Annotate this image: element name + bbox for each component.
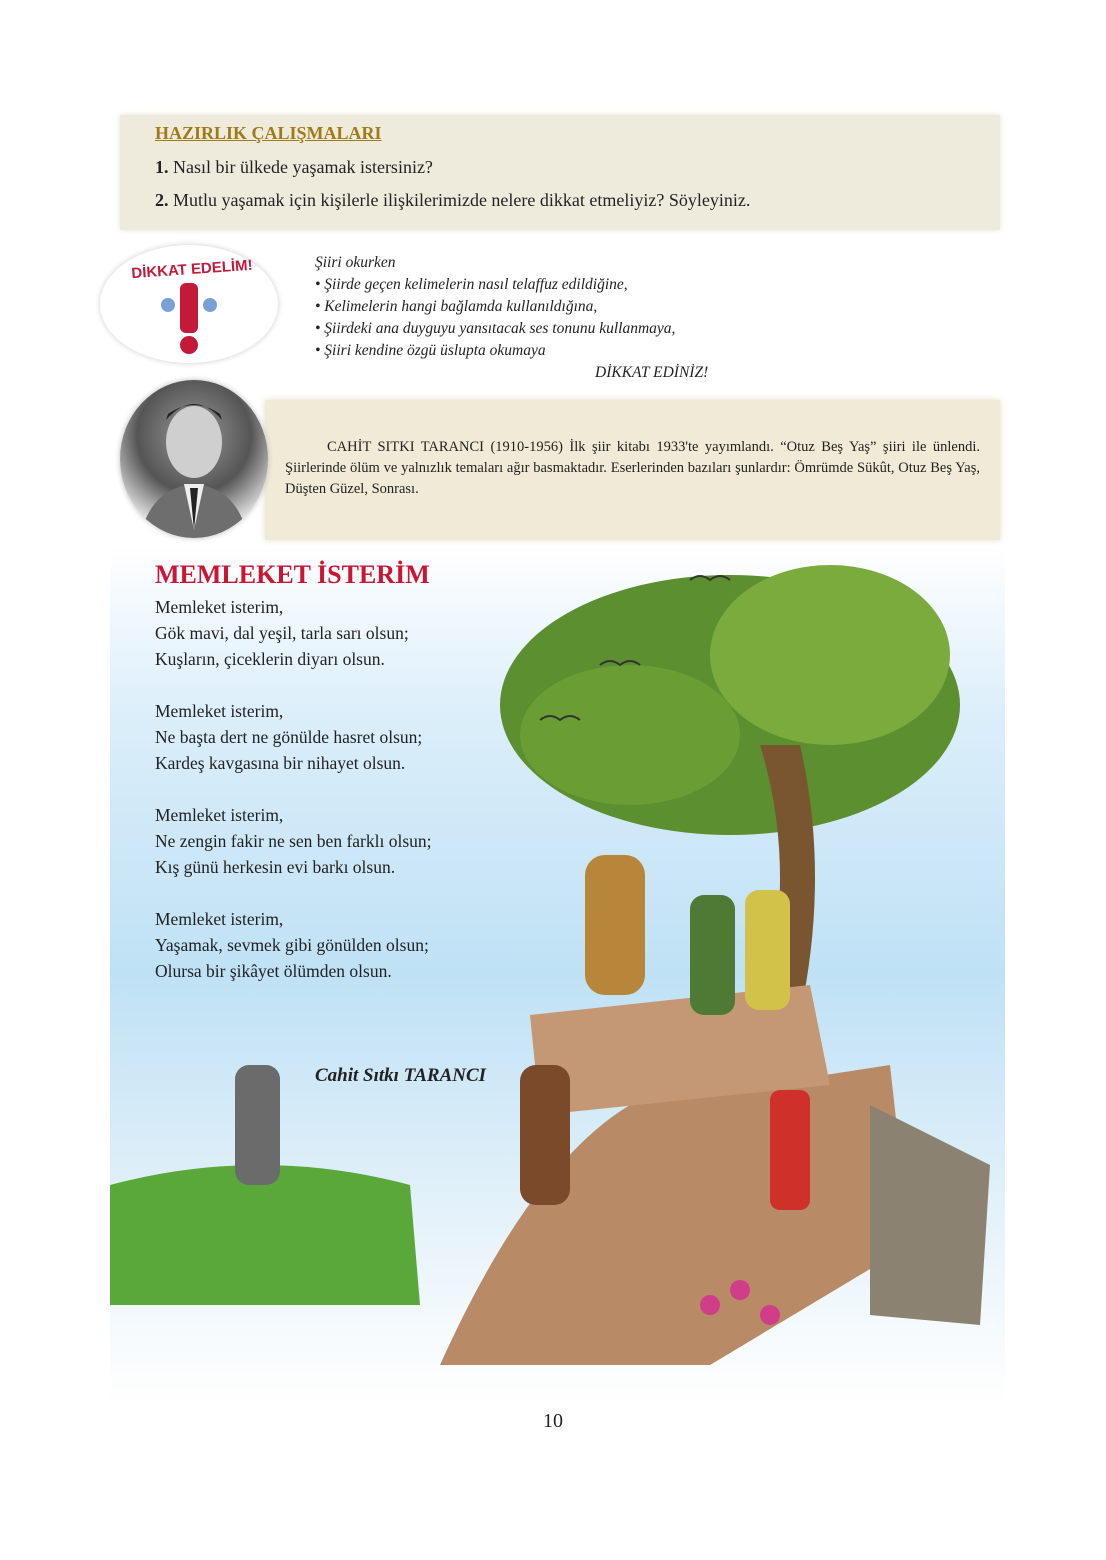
poem-line: Kuşların, çiceklerin diyarı olsun. [155,649,385,669]
poem-title: MEMLEKET İSTERİM [155,560,430,589]
question-text: Mutlu yaşamak için kişilerle ilişkilerimizde nelere dikkat etmeliyiz? Söyleyiniz. [168,190,751,210]
poem [155,562,432,1010]
poem-author: Cahit Sıtkı TARANCI [315,1065,487,1086]
attention-closing: DİKKAT EDİNİZ! [595,364,709,381]
attention-logo [100,245,278,363]
poem-line: Olursa bir şikâyet ölümden olsun. [155,961,392,981]
poem-line: Ne zengin fakir ne sen ben farklı olsun; [155,831,432,851]
question-1 [155,157,433,178]
poem-line: Kardeş kavgasına bir nihayet olsun. [155,753,406,773]
author-bio-box [265,400,1000,540]
question-2 [155,190,750,211]
exclamation-mascot-icon [100,245,278,363]
poem-line: Gök mavi, dal yeşil, tarla sarı olsun; [155,623,409,643]
poem-stanza [155,594,432,672]
logo-text: DİKKAT EDELİM! [130,256,254,283]
attention-item: • Kelimelerin hangi bağlamda kullanıldığına, [315,298,598,315]
question-number: 2. [155,190,169,210]
poem-line: Ne başta dert ne gönülde hasret olsun; [155,727,423,747]
page-number: 10 [543,1410,563,1432]
preparation-title: HAZIRLIK ÇALIŞMALARI [155,123,382,143]
poem-line: Memleket isterim, [155,909,284,929]
poem-line: Yaşamak, sevmek gibi gönülden olsun; [155,935,429,955]
question-number: 1. [155,157,169,177]
poem-line: Memleket isterim, [155,597,284,617]
poem-line: Memleket isterim, [155,805,284,825]
poem-line: Memleket isterim, [155,701,284,721]
attention-item: • Şiirde geçen kelimelerin nasıl telaffuz edildiğine, [315,276,628,293]
attention-intro: Şiiri okurken [315,254,396,271]
author-bio-text: CAHİT SITKI TARANCI (1910-1956) İlk şiir kitabı 1933'te yayımlandı. “Otuz Beş Yaş” şiiri ile ünlendi. Şiirlerinde ölüm ve yalnızlık temaları ağır basmaktadır. Eserlerinden bazıları şunlardır: Ömrümde Sükût, Otuz Beş Yaş, Düşten Güzel, Sonrası. [285,439,980,497]
poem-stanza [155,906,432,984]
portrait-figure [120,380,268,538]
poem-line: Kış günü herkesin evi barkı olsun. [155,857,396,877]
preparation-box [120,115,1000,230]
attention-item: • Şiirdeki ana duyguyu yansıtacak ses tonunu kullanmaya, [315,320,676,337]
attention-item: • Şiiri kendine özgü üslupta okumaya [315,342,546,359]
attention-instructions [315,252,709,381]
question-text: Nasıl bir ülkede yaşamak istersiniz? [168,157,433,177]
poem-stanza [155,698,432,776]
author-portrait [120,380,268,538]
poem-stanza [155,802,432,880]
